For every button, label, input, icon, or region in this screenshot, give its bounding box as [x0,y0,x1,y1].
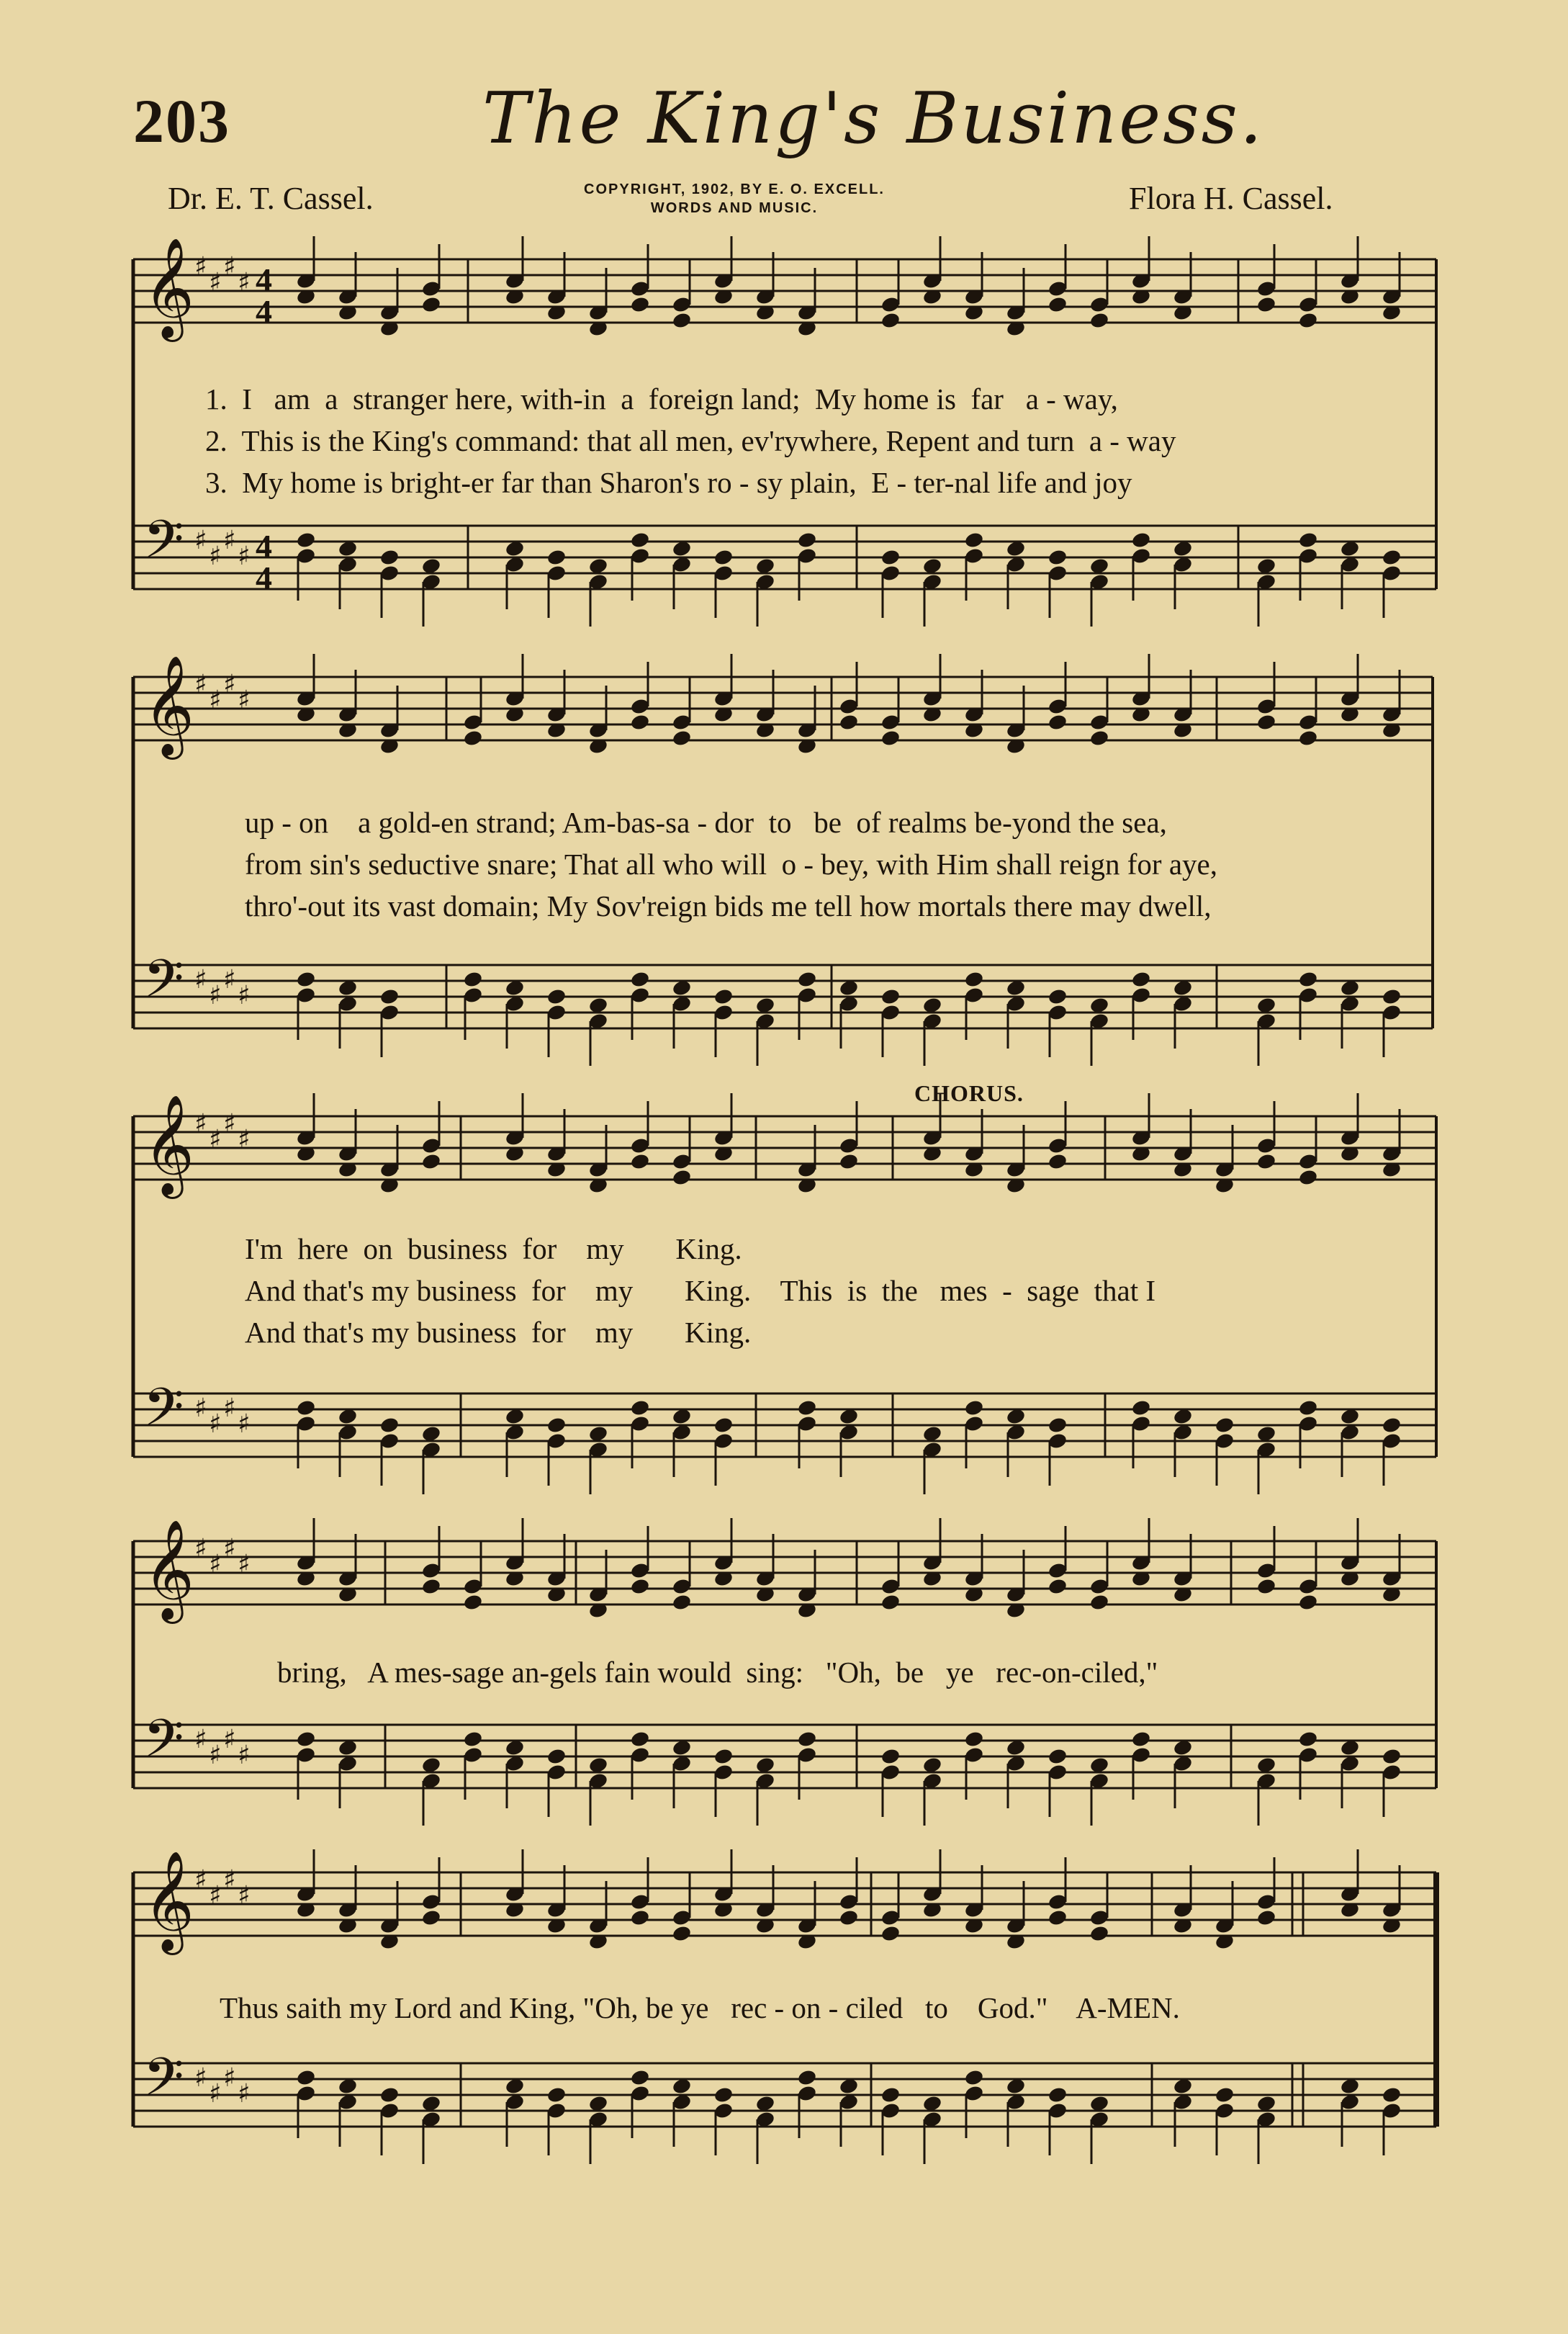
note-head [880,729,901,747]
note-head [1047,1577,1068,1595]
note-head [797,531,818,549]
sharp-sign: ♯ [209,268,222,297]
note-head [296,1730,317,1748]
treble-clef: 𝄞 [143,1851,194,1951]
author-left: Dr. E. T. Cassel. [168,181,374,216]
note-head [839,1908,860,1926]
note-head [1089,1924,1110,1942]
hymn-title: The King's Business. [482,78,1265,160]
time-signature-top: 4 [256,261,272,298]
note-head [421,295,442,313]
bass-clef: 𝄢 [143,1376,184,1450]
time-signature-top: 4 [256,528,272,565]
note-head [880,1593,901,1611]
note-head [379,2086,400,2104]
note-head [1256,295,1277,313]
system3-verse3: And that's my business for my King. [245,1316,752,1349]
sharp-sign: ♯ [209,1409,222,1439]
note-head [630,713,651,731]
note-head [1131,531,1152,549]
note-head [1256,713,1277,731]
sharp-sign: ♯ [194,1725,207,1754]
note-head [296,531,317,549]
note-head [797,970,818,988]
note-head [1382,987,1402,1005]
note-head [1298,311,1319,329]
treble-clef: 𝄞 [143,238,194,338]
treble-clef: 𝄞 [143,655,194,755]
note-head [1089,311,1110,329]
sharp-sign: ♯ [223,670,236,699]
note-head [1298,1168,1319,1186]
sharp-sign: ♯ [223,1865,236,1895]
note-head [296,2068,317,2086]
sharp-sign: ♯ [238,1125,251,1154]
time-signature-bottom: 4 [256,293,272,330]
note-head [421,1152,442,1170]
sharp-sign: ♯ [194,2063,207,2093]
note-head [463,1730,484,1748]
sharp-sign: ♯ [209,2079,222,2109]
bass-clef: 𝄢 [143,508,184,583]
note-head [1131,1730,1152,1748]
note-head [672,311,693,329]
time-signature-bottom: 4 [256,560,272,596]
note-head [964,531,985,549]
note-head [880,1924,901,1942]
note-head [1298,531,1319,549]
bass-clef: 𝄢 [143,2046,184,2120]
sharp-sign: ♯ [238,1409,251,1439]
note-head [1047,1908,1068,1926]
sharp-sign: ♯ [223,1109,236,1139]
note-head [296,970,317,988]
note-head [1047,1416,1068,1434]
system1-verse1: 1. I am a stranger here, with-in a foreign land; My home is far a - way, [205,382,1118,416]
sharp-sign: ♯ [238,542,251,571]
note-head [672,1168,693,1186]
sharp-sign: ♯ [223,526,236,555]
system4-lyric: bring, A mes-sage an-gels fain would sing: "Oh, be ye rec-on-ciled," [277,1656,1158,1689]
system3-verse2: And that's my business for my King. This is the mes - sage that I [245,1274,1155,1307]
note-head [630,1577,651,1595]
note-head [630,295,651,313]
copyright-line-2: WORDS AND MUSIC. [650,200,819,216]
treble-clef: 𝄞 [143,1520,194,1620]
sharp-sign: ♯ [194,1534,207,1563]
note-head [797,2068,818,2086]
note-head [463,1593,484,1611]
bass-clef: 𝄢 [143,1707,184,1782]
sharp-sign: ♯ [209,981,222,1010]
note-head [1047,1747,1068,1765]
sharp-sign: ♯ [238,1550,251,1579]
sharp-sign: ♯ [238,268,251,297]
sharp-sign: ♯ [194,670,207,699]
note-head [1047,2086,1068,2104]
note-head [964,970,985,988]
sharp-sign: ♯ [194,1865,207,1895]
note-head [1298,1730,1319,1748]
author-right: Flora H. Cassel. [1129,181,1333,216]
sharp-sign: ♯ [209,686,222,715]
note-head [880,987,901,1005]
system2-verse2: from sin's seductive snare; That all who will o - bey, with Him shall reign for aye, [245,848,1217,881]
hymn-number: 203 [133,86,230,156]
note-head [630,1908,651,1926]
note-head [630,1399,651,1417]
sharp-sign: ♯ [194,1109,207,1139]
system1-verse3: 3. My home is bright-er far than Sharon's ro - sy plain, E - ter-nal life and joy [205,466,1132,499]
sharp-sign: ♯ [194,526,207,555]
note-head [546,2086,567,2104]
note-head [463,970,484,988]
note-head [880,311,901,329]
note-head [1215,2086,1235,2104]
note-head [630,1730,651,1748]
note-head [880,2086,901,2104]
sharp-sign: ♯ [238,2079,251,2109]
note-head [1047,1152,1068,1170]
note-head [1256,1577,1277,1595]
note-head [1382,548,1402,566]
sharp-sign: ♯ [209,542,222,571]
note-head [379,1416,400,1434]
note-head [672,1924,693,1942]
note-head [1256,1152,1277,1170]
note-head [546,1416,567,1434]
note-head [1131,1399,1152,1417]
note-head [379,548,400,566]
note-head [713,1747,734,1765]
note-head [421,1908,442,1926]
note-head [713,1416,734,1434]
note-head [672,729,693,747]
system2-verse1: up - on a gold-en strand; Am-bas-sa - dor to be of realms be-yond the sea, [245,806,1167,839]
note-head [630,2068,651,2086]
note-head [1382,2086,1402,2104]
note-head [839,1152,860,1170]
sharp-sign: ♯ [209,1881,222,1911]
sharp-sign: ♯ [223,1393,236,1423]
sharp-sign: ♯ [238,1881,251,1911]
note-head [797,1730,818,1748]
sharp-sign: ♯ [238,981,251,1010]
system5-lyric: Thus saith my Lord and King, "Oh, be ye rec - on - ciled to God." A-MEN. [220,1991,1180,2024]
note-head [630,970,651,988]
note-head [1256,1908,1277,1926]
note-head [880,1747,901,1765]
sharp-sign: ♯ [223,1725,236,1754]
note-head [964,1399,985,1417]
note-head [630,1152,651,1170]
note-head [1047,548,1068,566]
sharp-sign: ♯ [223,2063,236,2093]
note-head [1047,295,1068,313]
note-head [421,1577,442,1595]
note-head [1089,729,1110,747]
note-head [630,531,651,549]
note-head [1298,1399,1319,1417]
sharp-sign: ♯ [223,252,236,282]
sharp-sign: ♯ [209,1125,222,1154]
note-head [964,1730,985,1748]
note-head [839,713,860,731]
note-head [713,987,734,1005]
note-head [463,729,484,747]
sharp-sign: ♯ [238,1741,251,1770]
system2-verse3: thro'-out its vast domain; My Sov'reign bids me tell how mortals there may dwell, [245,889,1212,923]
chorus-label: CHORUS. [914,1080,1024,1106]
treble-clef: 𝄞 [143,1095,194,1195]
note-head [1047,713,1068,731]
note-head [1298,1593,1319,1611]
note-head [379,987,400,1005]
sharp-sign: ♯ [209,1741,222,1770]
note-head [672,1593,693,1611]
sharp-sign: ♯ [223,1534,236,1563]
note-head [713,2086,734,2104]
sharp-sign: ♯ [194,965,207,995]
note-head [546,987,567,1005]
note-head [1298,729,1319,747]
note-head [880,548,901,566]
sharp-sign: ♯ [238,686,251,715]
note-head [1089,1593,1110,1611]
note-head [546,548,567,566]
note-head [1298,970,1319,988]
note-head [1382,1747,1402,1765]
sharp-sign: ♯ [194,1393,207,1423]
bass-clef: 𝄢 [143,948,184,1022]
note-head [713,548,734,566]
note-head [1131,970,1152,988]
sharp-sign: ♯ [223,965,236,995]
sharp-sign: ♯ [194,252,207,282]
note-head [1382,1416,1402,1434]
system1-verse2: 2. This is the King's command: that all men, ev'rywhere, Repent and turn a - way [205,424,1176,457]
note-head [296,1399,317,1417]
note-head [1047,987,1068,1005]
sharp-sign: ♯ [209,1550,222,1579]
note-head [964,2068,985,2086]
copyright-line-1: COPYRIGHT, 1902, BY E. O. EXCELL. [584,181,885,197]
note-head [1215,1416,1235,1434]
note-head [797,1399,818,1417]
system3-verse1: I'm here on business for my King. [245,1232,742,1265]
note-head [546,1747,567,1765]
